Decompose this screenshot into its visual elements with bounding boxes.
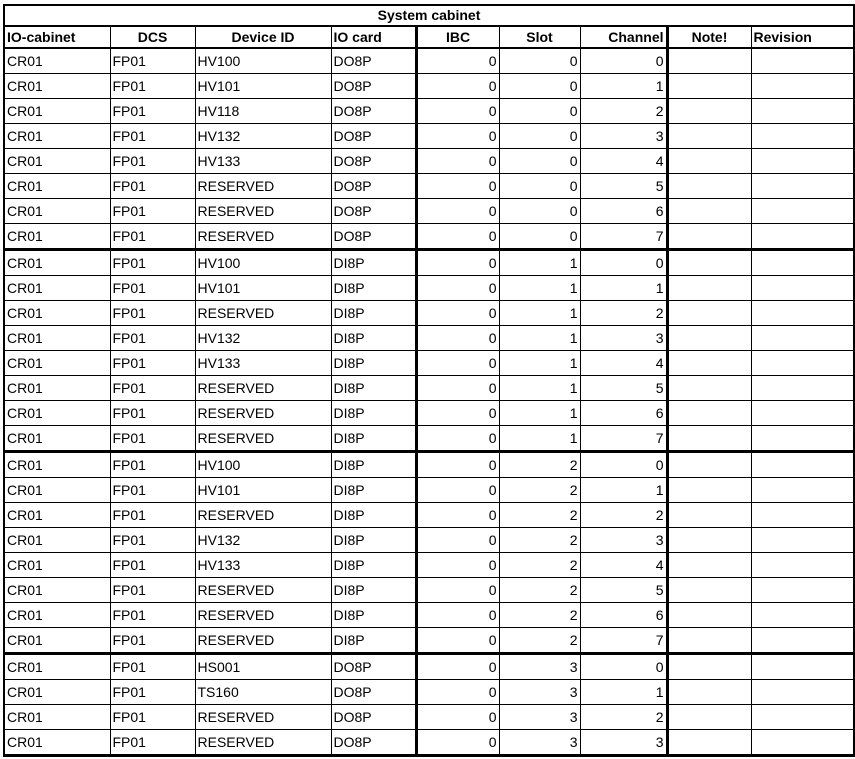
cell-device-id[interactable]: RESERVED [195, 426, 331, 452]
cell-io-card[interactable]: DI8P [331, 452, 416, 478]
cell-dcs[interactable]: FP01 [110, 351, 195, 376]
cell-io-card[interactable]: DO8P [331, 124, 416, 149]
cell-device-id[interactable]: HV133 [195, 553, 331, 578]
cell-io-cabinet[interactable]: CR01 [4, 74, 110, 99]
column-header-ibc[interactable]: IBC [416, 26, 499, 48]
cell-dcs[interactable]: FP01 [110, 99, 195, 124]
cell-channel[interactable]: 2 [580, 99, 667, 124]
cell-revision[interactable] [751, 326, 854, 351]
cell-revision[interactable] [751, 528, 854, 553]
cell-ibc[interactable]: 0 [416, 99, 499, 124]
cell-dcs[interactable]: FP01 [110, 528, 195, 553]
cell-dcs[interactable]: FP01 [110, 553, 195, 578]
column-header-io-card[interactable]: IO card [331, 26, 416, 48]
cell-dcs[interactable]: FP01 [110, 74, 195, 99]
cell-note[interactable] [667, 628, 751, 654]
cell-note[interactable] [667, 250, 751, 276]
cell-channel[interactable]: 4 [580, 351, 667, 376]
table-row [4, 48, 854, 74]
cell-io-cabinet[interactable]: CR01 [4, 351, 110, 376]
table-row [4, 326, 854, 351]
cell-io-cabinet[interactable]: CR01 [4, 503, 110, 528]
cell-io-card[interactable]: DO8P [331, 654, 416, 680]
cell-slot[interactable]: 2 [499, 503, 580, 528]
cell-note[interactable] [667, 376, 751, 401]
cell-io-card[interactable]: DI8P [331, 528, 416, 553]
cell-slot[interactable]: 0 [499, 224, 580, 250]
cell-ibc[interactable]: 0 [416, 452, 499, 478]
cell-channel[interactable]: 5 [580, 376, 667, 401]
cell-revision[interactable] [751, 48, 854, 74]
cell-ibc[interactable]: 0 [416, 603, 499, 628]
cell-ibc[interactable]: 0 [416, 74, 499, 99]
cell-slot[interactable]: 1 [499, 250, 580, 276]
cell-io-card[interactable]: DI8P [331, 578, 416, 603]
cell-dcs[interactable]: FP01 [110, 478, 195, 503]
cell-ibc[interactable]: 0 [416, 351, 499, 376]
cell-ibc[interactable]: 0 [416, 401, 499, 426]
column-header-revision[interactable]: Revision [751, 26, 854, 48]
cell-channel[interactable]: 0 [580, 654, 667, 680]
cell-device-id[interactable]: RESERVED [195, 503, 331, 528]
cell-slot[interactable]: 1 [499, 326, 580, 351]
cell-slot[interactable]: 1 [499, 301, 580, 326]
cell-ibc[interactable]: 0 [416, 276, 499, 301]
cell-io-cabinet[interactable]: CR01 [4, 705, 110, 730]
table-row [4, 578, 854, 603]
cell-device-id[interactable]: RESERVED [195, 578, 331, 603]
cell-io-cabinet[interactable]: CR01 [4, 301, 110, 326]
cell-channel[interactable]: 4 [580, 149, 667, 174]
cell-ibc[interactable]: 0 [416, 48, 499, 74]
cell-note[interactable] [667, 426, 751, 452]
table-row [4, 654, 854, 680]
table-row [4, 628, 854, 654]
cell-slot[interactable]: 2 [499, 528, 580, 553]
cell-note[interactable] [667, 730, 751, 756]
cell-ibc[interactable]: 0 [416, 250, 499, 276]
cell-device-id[interactable]: HV100 [195, 48, 331, 74]
cell-channel[interactable]: 1 [580, 276, 667, 301]
cell-channel[interactable]: 4 [580, 553, 667, 578]
cell-device-id[interactable]: TS160 [195, 680, 331, 705]
table-row [4, 705, 854, 730]
cell-device-id[interactable]: RESERVED [195, 224, 331, 250]
cell-note[interactable] [667, 199, 751, 224]
cell-note[interactable] [667, 603, 751, 628]
table-row [4, 301, 854, 326]
cell-io-cabinet[interactable]: CR01 [4, 553, 110, 578]
cell-io-card[interactable]: DO8P [331, 48, 416, 74]
cell-channel[interactable]: 3 [580, 730, 667, 756]
cell-revision[interactable] [751, 478, 854, 503]
cell-ibc[interactable]: 0 [416, 528, 499, 553]
cell-dcs[interactable]: FP01 [110, 503, 195, 528]
cell-slot[interactable]: 2 [499, 478, 580, 503]
cell-io-cabinet[interactable]: CR01 [4, 174, 110, 199]
cell-ibc[interactable]: 0 [416, 478, 499, 503]
cell-ibc[interactable]: 0 [416, 578, 499, 603]
cell-channel[interactable]: 5 [580, 578, 667, 603]
cell-io-cabinet[interactable]: CR01 [4, 276, 110, 301]
cell-revision[interactable] [751, 224, 854, 250]
cell-io-cabinet[interactable]: CR01 [4, 376, 110, 401]
cell-io-card[interactable]: DI8P [331, 553, 416, 578]
cell-revision[interactable] [751, 376, 854, 401]
cell-note[interactable] [667, 326, 751, 351]
cell-io-cabinet[interactable]: CR01 [4, 578, 110, 603]
cell-note[interactable] [667, 301, 751, 326]
cell-device-id[interactable]: HV101 [195, 276, 331, 301]
cell-revision[interactable] [751, 654, 854, 680]
cell-channel[interactable]: 2 [580, 705, 667, 730]
cell-ibc[interactable]: 0 [416, 553, 499, 578]
cell-io-card[interactable]: DO8P [331, 149, 416, 174]
cell-note[interactable] [667, 48, 751, 74]
cell-revision[interactable] [751, 149, 854, 174]
cell-channel[interactable]: 7 [580, 224, 667, 250]
cell-device-id[interactable]: RESERVED [195, 730, 331, 756]
cell-device-id[interactable]: RESERVED [195, 628, 331, 654]
cell-device-id[interactable]: RESERVED [195, 174, 331, 199]
cell-io-cabinet[interactable]: CR01 [4, 401, 110, 426]
cell-slot[interactable]: 2 [499, 578, 580, 603]
cell-slot[interactable]: 0 [499, 99, 580, 124]
cell-channel[interactable]: 0 [580, 452, 667, 478]
cell-note[interactable] [667, 680, 751, 705]
cell-device-id[interactable]: RESERVED [195, 376, 331, 401]
table-row [4, 99, 854, 124]
cell-dcs[interactable]: FP01 [110, 250, 195, 276]
cell-note[interactable] [667, 224, 751, 250]
cell-revision[interactable] [751, 730, 854, 756]
cell-io-card[interactable]: DO8P [331, 730, 416, 756]
cell-io-cabinet[interactable]: CR01 [4, 326, 110, 351]
cell-revision[interactable] [751, 705, 854, 730]
cell-io-card[interactable]: DI8P [331, 301, 416, 326]
cell-note[interactable] [667, 351, 751, 376]
cell-io-cabinet[interactable]: CR01 [4, 680, 110, 705]
cell-channel[interactable]: 7 [580, 628, 667, 654]
cell-io-card[interactable]: DI8P [331, 326, 416, 351]
cell-channel[interactable]: 3 [580, 124, 667, 149]
cell-revision[interactable] [751, 250, 854, 276]
cell-dcs[interactable]: FP01 [110, 199, 195, 224]
column-header-device-id[interactable]: Device ID [195, 26, 331, 48]
cell-revision[interactable] [751, 426, 854, 452]
cell-io-card[interactable]: DO8P [331, 174, 416, 199]
cell-slot[interactable]: 2 [499, 452, 580, 478]
table-row [4, 478, 854, 503]
table-row [4, 74, 854, 99]
table-row [4, 730, 854, 756]
cell-io-cabinet[interactable]: CR01 [4, 48, 110, 74]
cell-note[interactable] [667, 452, 751, 478]
table-title: System cabinet [4, 5, 854, 26]
cell-device-id[interactable]: HV132 [195, 124, 331, 149]
cell-ibc[interactable]: 0 [416, 376, 499, 401]
cell-note[interactable] [667, 124, 751, 149]
cell-dcs[interactable]: FP01 [110, 603, 195, 628]
cell-io-cabinet[interactable]: CR01 [4, 528, 110, 553]
cell-ibc[interactable]: 0 [416, 301, 499, 326]
cell-note[interactable] [667, 654, 751, 680]
cell-note[interactable] [667, 99, 751, 124]
cell-ibc[interactable]: 0 [416, 426, 499, 452]
cell-dcs[interactable]: FP01 [110, 224, 195, 250]
table-row [4, 224, 854, 250]
cell-io-card[interactable]: DI8P [331, 401, 416, 426]
cell-io-card[interactable]: DO8P [331, 99, 416, 124]
cell-note[interactable] [667, 528, 751, 553]
cell-io-card[interactable]: DO8P [331, 705, 416, 730]
cell-io-cabinet[interactable]: CR01 [4, 628, 110, 654]
cell-io-cabinet[interactable]: CR01 [4, 603, 110, 628]
cell-io-cabinet[interactable]: CR01 [4, 124, 110, 149]
cell-io-cabinet[interactable]: CR01 [4, 250, 110, 276]
cell-device-id[interactable]: HV100 [195, 250, 331, 276]
cell-revision[interactable] [751, 351, 854, 376]
cell-io-cabinet[interactable]: CR01 [4, 99, 110, 124]
table-row [4, 199, 854, 224]
cell-revision[interactable] [751, 401, 854, 426]
column-header-slot[interactable]: Slot [499, 26, 580, 48]
cell-revision[interactable] [751, 578, 854, 603]
cell-device-id[interactable]: HV101 [195, 74, 331, 99]
cell-channel[interactable]: 7 [580, 426, 667, 452]
cell-io-cabinet[interactable]: CR01 [4, 426, 110, 452]
cell-io-cabinet[interactable]: CR01 [4, 149, 110, 174]
cell-slot[interactable]: 2 [499, 553, 580, 578]
cell-revision[interactable] [751, 680, 854, 705]
cell-ibc[interactable]: 0 [416, 224, 499, 250]
cell-io-cabinet[interactable]: CR01 [4, 730, 110, 756]
cell-dcs[interactable]: FP01 [110, 301, 195, 326]
cell-channel[interactable]: 1 [580, 478, 667, 503]
cell-slot[interactable]: 3 [499, 705, 580, 730]
cell-slot[interactable]: 3 [499, 680, 580, 705]
cell-note[interactable] [667, 705, 751, 730]
cell-note[interactable] [667, 174, 751, 199]
cell-io-card[interactable]: DI8P [331, 250, 416, 276]
table-row [4, 528, 854, 553]
cell-io-card[interactable]: DI8P [331, 478, 416, 503]
cell-device-id[interactable]: HV118 [195, 99, 331, 124]
cell-revision[interactable] [751, 276, 854, 301]
cell-slot[interactable]: 1 [499, 401, 580, 426]
cell-dcs[interactable]: FP01 [110, 401, 195, 426]
table-row [4, 603, 854, 628]
cell-slot[interactable]: 1 [499, 376, 580, 401]
cell-io-card[interactable]: DO8P [331, 680, 416, 705]
cell-io-card[interactable]: DO8P [331, 224, 416, 250]
cell-revision[interactable] [751, 301, 854, 326]
cell-slot[interactable]: 1 [499, 276, 580, 301]
cell-dcs[interactable]: FP01 [110, 680, 195, 705]
table-row [4, 351, 854, 376]
cell-io-card[interactable]: DI8P [331, 503, 416, 528]
cell-ibc[interactable]: 0 [416, 124, 499, 149]
cell-slot[interactable]: 0 [499, 174, 580, 199]
cell-dcs[interactable]: FP01 [110, 48, 195, 74]
cell-note[interactable] [667, 553, 751, 578]
cell-note[interactable] [667, 149, 751, 174]
cell-revision[interactable] [751, 452, 854, 478]
cell-device-id[interactable]: RESERVED [195, 603, 331, 628]
cell-ibc[interactable]: 0 [416, 174, 499, 199]
cell-device-id[interactable]: HS001 [195, 654, 331, 680]
table-row [4, 503, 854, 528]
table-row [4, 250, 854, 276]
cell-note[interactable] [667, 276, 751, 301]
cell-slot[interactable]: 0 [499, 199, 580, 224]
cell-device-id[interactable]: HV132 [195, 528, 331, 553]
cell-io-cabinet[interactable]: CR01 [4, 452, 110, 478]
cell-dcs[interactable]: FP01 [110, 452, 195, 478]
cell-channel[interactable]: 6 [580, 603, 667, 628]
system-cabinet-sheet [3, 4, 853, 757]
cell-ibc[interactable]: 0 [416, 326, 499, 351]
cell-note[interactable] [667, 401, 751, 426]
cell-channel[interactable]: 5 [580, 174, 667, 199]
cell-io-card[interactable]: DI8P [331, 426, 416, 452]
cell-revision[interactable] [751, 74, 854, 99]
cell-channel[interactable]: 3 [580, 528, 667, 553]
cell-dcs[interactable]: FP01 [110, 628, 195, 654]
cell-revision[interactable] [751, 199, 854, 224]
cell-ibc[interactable]: 0 [416, 730, 499, 756]
cell-channel[interactable]: 1 [580, 74, 667, 99]
table-row [4, 680, 854, 705]
cell-channel[interactable]: 6 [580, 401, 667, 426]
cell-dcs[interactable]: FP01 [110, 730, 195, 756]
cell-channel[interactable]: 2 [580, 503, 667, 528]
cell-note[interactable] [667, 74, 751, 99]
cell-revision[interactable] [751, 503, 854, 528]
cell-channel[interactable]: 3 [580, 326, 667, 351]
cell-dcs[interactable]: FP01 [110, 578, 195, 603]
cell-slot[interactable]: 0 [499, 74, 580, 99]
table-body [4, 48, 854, 756]
cell-dcs[interactable]: FP01 [110, 376, 195, 401]
cell-device-id[interactable]: RESERVED [195, 301, 331, 326]
cell-ibc[interactable]: 0 [416, 680, 499, 705]
table-row [4, 426, 854, 452]
cell-revision[interactable] [751, 99, 854, 124]
cell-io-card[interactable]: DO8P [331, 199, 416, 224]
column-header-dcs[interactable]: DCS [110, 26, 195, 48]
cell-channel[interactable]: 2 [580, 301, 667, 326]
cell-note[interactable] [667, 478, 751, 503]
cell-ibc[interactable]: 0 [416, 654, 499, 680]
cell-channel[interactable]: 0 [580, 48, 667, 74]
cell-io-cabinet[interactable]: CR01 [4, 199, 110, 224]
cell-io-cabinet[interactable]: CR01 [4, 478, 110, 503]
cell-ibc[interactable]: 0 [416, 503, 499, 528]
cell-device-id[interactable]: HV133 [195, 351, 331, 376]
cell-slot[interactable]: 0 [499, 48, 580, 74]
cell-io-card[interactable]: DI8P [331, 628, 416, 654]
cell-device-id[interactable]: HV132 [195, 326, 331, 351]
cell-device-id[interactable]: HV133 [195, 149, 331, 174]
cell-dcs[interactable]: FP01 [110, 149, 195, 174]
table-row [4, 124, 854, 149]
cell-device-id[interactable]: RESERVED [195, 705, 331, 730]
cell-io-card[interactable]: DI8P [331, 276, 416, 301]
cell-slot[interactable]: 2 [499, 628, 580, 654]
io-assignment-table [3, 4, 855, 757]
table-row [4, 553, 854, 578]
cell-device-id[interactable]: RESERVED [195, 199, 331, 224]
cell-slot[interactable]: 1 [499, 351, 580, 376]
cell-io-cabinet[interactable]: CR01 [4, 654, 110, 680]
cell-io-card[interactable]: DI8P [331, 351, 416, 376]
cell-dcs[interactable]: FP01 [110, 276, 195, 301]
cell-slot[interactable]: 3 [499, 730, 580, 756]
cell-io-card[interactable]: DI8P [331, 603, 416, 628]
cell-revision[interactable] [751, 124, 854, 149]
cell-io-card[interactable]: DO8P [331, 74, 416, 99]
column-header-channel[interactable]: Channel [580, 26, 667, 48]
cell-slot[interactable]: 1 [499, 426, 580, 452]
cell-note[interactable] [667, 503, 751, 528]
cell-dcs[interactable]: FP01 [110, 654, 195, 680]
cell-ibc[interactable]: 0 [416, 149, 499, 174]
table-row [4, 174, 854, 199]
column-header-io-cabinet[interactable]: IO-cabinet [4, 26, 110, 48]
cell-dcs[interactable]: FP01 [110, 174, 195, 199]
cell-slot[interactable]: 0 [499, 149, 580, 174]
table-row [4, 376, 854, 401]
cell-slot[interactable]: 2 [499, 603, 580, 628]
cell-slot[interactable]: 3 [499, 654, 580, 680]
cell-dcs[interactable]: FP01 [110, 326, 195, 351]
cell-channel[interactable]: 6 [580, 199, 667, 224]
cell-revision[interactable] [751, 174, 854, 199]
cell-ibc[interactable]: 0 [416, 705, 499, 730]
cell-dcs[interactable]: FP01 [110, 705, 195, 730]
column-header-note[interactable]: Note! [667, 26, 751, 48]
table-row [4, 452, 854, 478]
cell-channel[interactable]: 1 [580, 680, 667, 705]
table-row [4, 401, 854, 426]
cell-device-id[interactable]: HV100 [195, 452, 331, 478]
cell-revision[interactable] [751, 553, 854, 578]
cell-dcs[interactable]: FP01 [110, 426, 195, 452]
cell-revision[interactable] [751, 603, 854, 628]
cell-channel[interactable]: 0 [580, 250, 667, 276]
cell-slot[interactable]: 0 [499, 124, 580, 149]
header-row [4, 26, 854, 48]
table-row [4, 149, 854, 174]
cell-dcs[interactable]: FP01 [110, 124, 195, 149]
cell-io-cabinet[interactable]: CR01 [4, 224, 110, 250]
cell-note[interactable] [667, 578, 751, 603]
table-row [4, 276, 854, 301]
cell-revision[interactable] [751, 628, 854, 654]
cell-io-card[interactable]: DI8P [331, 376, 416, 401]
cell-device-id[interactable]: HV101 [195, 478, 331, 503]
cell-ibc[interactable]: 0 [416, 628, 499, 654]
cell-device-id[interactable]: RESERVED [195, 401, 331, 426]
cell-ibc[interactable]: 0 [416, 199, 499, 224]
